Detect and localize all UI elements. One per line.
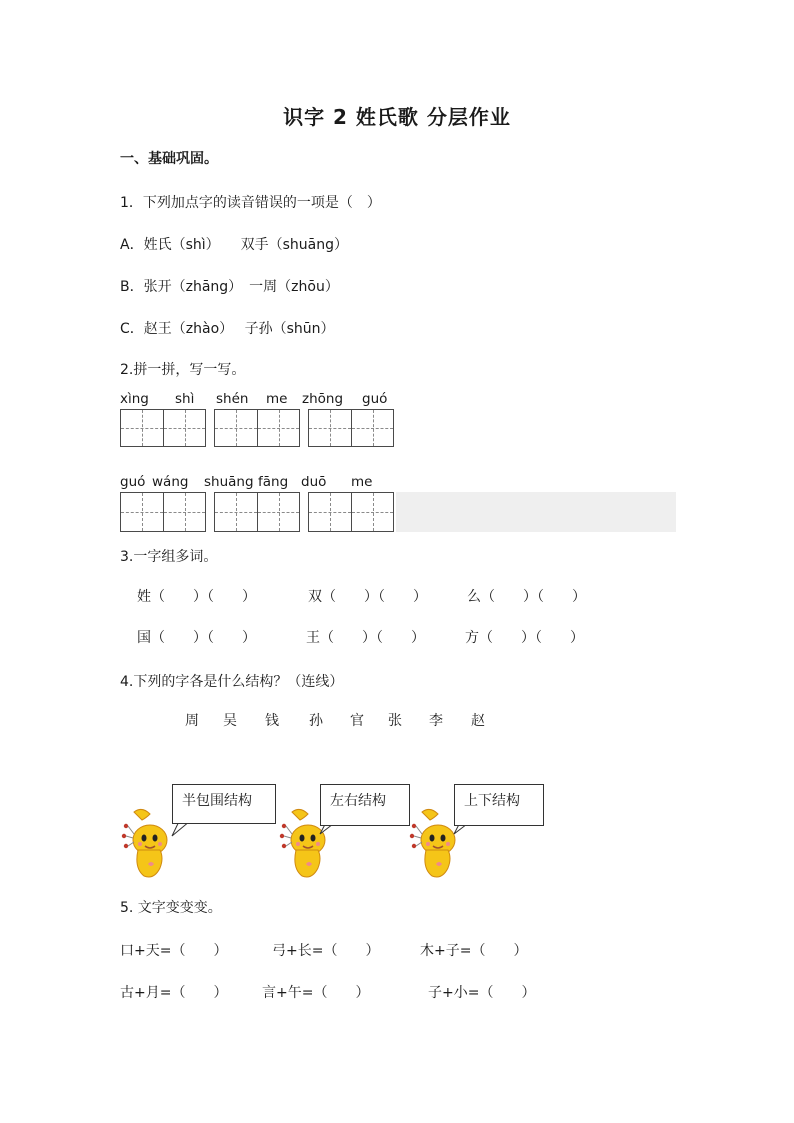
q1-option-c: C．赵王（zhào） 子孙（shūn） [120,321,335,337]
q3-item-guo: 国（ ）（ ） [137,630,256,646]
grid-cell[interactable] [257,493,299,531]
pinyin-zhong: zhōng [302,391,344,407]
writing-grid-xingshi[interactable] [120,409,206,447]
bubble-top-bottom[interactable]: 上下结构 [454,784,544,826]
char-wu[interactable]: 吴 [223,713,237,729]
char-zhang[interactable]: 张 [388,713,402,729]
pinyin-guo2: guó [120,474,146,490]
q5-item-gu-yue: 古+月=（ ） [120,985,228,1001]
pinyin-shuang: shuāng [204,474,254,490]
pinyin-duo: duō [301,474,327,490]
writing-grid-duome[interactable] [308,492,394,532]
grid-cell[interactable] [309,493,351,531]
gray-highlight-bar [396,492,676,532]
q5-item-zi-xiao: 子+小=（ ） [428,985,536,1001]
pinyin-guo: guó [362,391,388,407]
q5-item-gong-chang: 弓+长=（ ） [272,943,380,959]
q1-option-a: A．姓氏（shì） 双手（shuāng） [120,237,349,253]
q3-item-xing: 姓（ ）（ ） [137,589,256,605]
pinyin-shi: shì [175,391,195,407]
q5-item-yan-wu: 言+午=（ ） [262,985,370,1001]
page-title: 识字 2 姓氏歌 分层作业 [283,105,511,129]
pinyin-fang: fāng [258,474,289,490]
writing-grid-shenme[interactable] [214,409,300,447]
q1-option-b: B．张开（zhāng） 一周（zhōu） [120,279,339,295]
grid-cell[interactable] [163,410,205,446]
char-sun[interactable]: 孙 [309,713,323,729]
q3-item-shuang: 双（ ）（ ） [308,589,427,605]
grid-cell[interactable] [163,493,205,531]
char-li[interactable]: 李 [429,713,443,729]
q3-item-fang: 方（ ）（ ） [465,630,584,646]
grid-cell[interactable] [215,410,257,446]
grid-cell[interactable] [257,410,299,446]
q3-item-me: 么（ ）（ ） [467,589,586,605]
pinyin-shen: shén [216,391,249,407]
pinyin-xing: xìng [120,391,149,407]
writing-grid-guowang[interactable] [120,492,206,532]
char-qian[interactable]: 钱 [265,713,279,729]
grid-cell[interactable] [215,493,257,531]
grid-cell[interactable] [121,410,163,446]
q1-stem: 1．下列加点字的读音错误的一项是（ ） [120,195,381,211]
q4-stem: 4.下列的字各是什么结构？（连线） [120,674,344,690]
char-zhao[interactable]: 赵 [471,713,485,729]
writing-grid-shuangfang[interactable] [214,492,300,532]
bubble-semi-enclosed[interactable]: 半包围结构 [172,784,276,824]
q5-item-kou-tian: 口+天=（ ） [120,943,228,959]
pinyin-wang: wáng [152,474,189,490]
char-zhou[interactable]: 周 [185,713,199,729]
grid-cell[interactable] [351,410,393,446]
grid-cell[interactable] [309,410,351,446]
grid-cell[interactable] [351,493,393,531]
pinyin-me: me [266,391,288,407]
q3-item-wang: 王（ ）（ ） [306,630,425,646]
grid-cell[interactable] [121,493,163,531]
writing-grid-zhongguo[interactable] [308,409,394,447]
char-guan[interactable]: 官 [350,713,364,729]
section-basic-heading: 一、基础巩固。 [120,151,218,167]
q5-item-mu-zi: 木+子=（ ） [420,943,528,959]
pinyin-me2: me [351,474,373,490]
bubble-left-right[interactable]: 左右结构 [320,784,410,826]
q2-stem: 2.拼一拼，写一写。 [120,362,246,378]
q5-stem: 5. 文字变变变。 [120,900,222,916]
q3-stem: 3.一字组多词。 [120,549,218,565]
